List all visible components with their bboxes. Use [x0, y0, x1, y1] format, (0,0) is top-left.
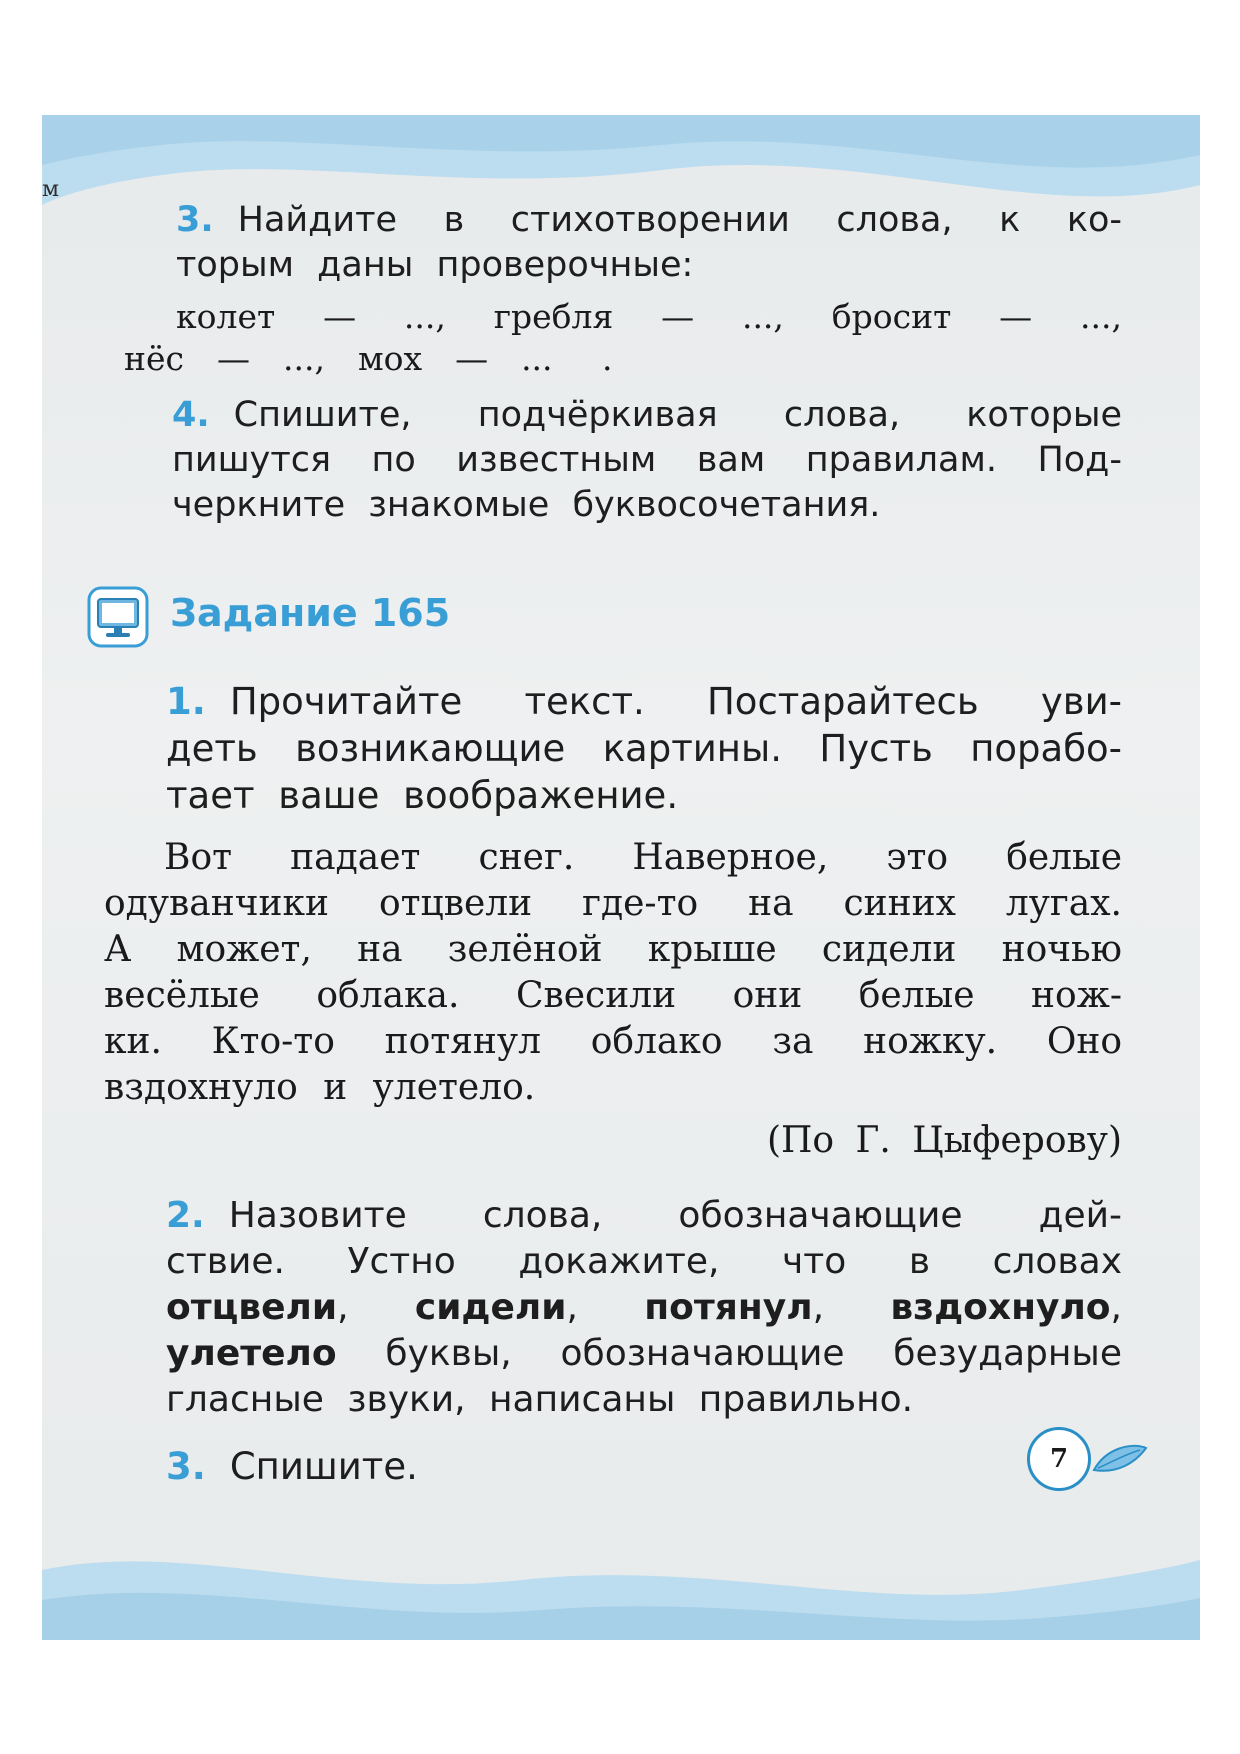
word-uletelo: улетело [166, 1333, 337, 1374]
t1-line-3: тает ваше воображение. [166, 774, 679, 817]
ex4-line-3: черкните знакомые буквосочетания. [172, 485, 881, 525]
ex3-line-2: торым даны проверочные: [176, 245, 694, 285]
story-line-6: вздохнуло и улетело. [104, 1067, 536, 1108]
bottom-wave-decoration [42, 1530, 1200, 1640]
word-potyanul: потянул [644, 1287, 813, 1328]
word-sideli: сидели [414, 1287, 567, 1328]
story-line-2: одуванчики отцвели где-то на синих лугах. [104, 883, 1122, 924]
side-letter: м [42, 177, 60, 202]
t2-number: 2. [166, 1195, 205, 1236]
word-otcveli: отцвели [166, 1287, 338, 1328]
monitor-icon [86, 585, 150, 649]
t2-line-1: 2. Назовите слова, обозначающие дей- [166, 1195, 1122, 1236]
story-source: (По Г. Цыферову) [766, 1120, 1122, 1161]
t2-line-4: улетело буквы, обозначающие безударные [166, 1333, 1122, 1374]
story-line-4: весёлые облака. Свесили они белые нож- [104, 975, 1122, 1016]
story-line-3: А может, на зелёной крыше сидели ночью [104, 929, 1122, 970]
t2-line-5: гласные звуки, написаны правильно. [166, 1379, 914, 1420]
check-words-line-2: нёс — ..., мох — ... . [124, 339, 613, 378]
ex4-number: 4. [172, 395, 210, 435]
ex4-line-1: 4. Спишите, подчёркивая слова, которые [172, 395, 1122, 435]
story-line-5: ки. Кто-то потянул облако за ножку. Оно [104, 1021, 1122, 1062]
story-line-1: Вот падает снег. Наверное, это белые [164, 837, 1122, 878]
t1-line-2: деть возникающие картины. Пусть порабо- [166, 727, 1122, 770]
word-vzdokhnulo: вздохнуло [890, 1287, 1111, 1328]
task-title: Задание 165 [170, 591, 451, 635]
ex3-line-1: 3. Найдите в стихотворении слова, к ко- [176, 200, 1122, 240]
textbook-page [42, 115, 1200, 1640]
task-item-3 [166, 1445, 418, 1488]
leaf-icon [1092, 1440, 1148, 1480]
check-words-line-1: колет — ..., гребля — ..., бросит — ..., [176, 297, 1122, 336]
ex4-line-2: пишутся по известным вам правилам. Под- [172, 440, 1122, 480]
t2-line-2: ствие. Устно докажите, что в словах [166, 1241, 1122, 1282]
t3-text: Спишите. [229, 1445, 418, 1488]
page-number: 7 [1027, 1427, 1091, 1491]
t1-line-1: 1. Прочитайте текст. Постарайтесь уви- [166, 680, 1122, 723]
task-heading [86, 585, 686, 655]
ex3-number: 3. [176, 200, 214, 240]
t1-number: 1. [166, 680, 206, 723]
t2-line-3: отцвели, сидели, потянул, вздохнуло, [166, 1287, 1122, 1328]
t3-number: 3. [166, 1445, 206, 1488]
